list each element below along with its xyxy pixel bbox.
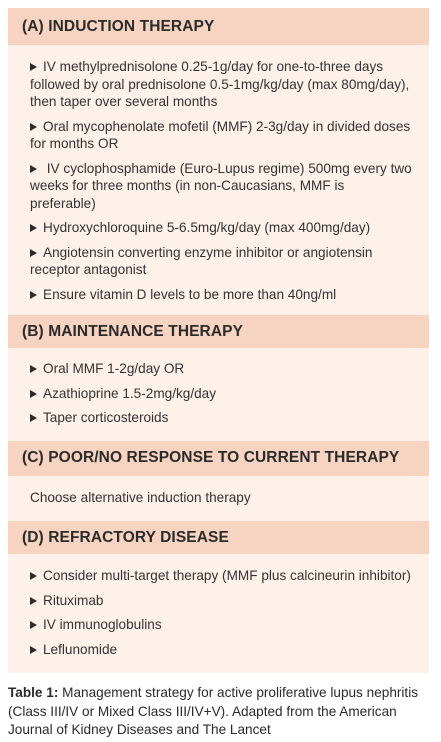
list-item: Leflunomide <box>30 641 413 659</box>
list-item: Consider multi-target therapy (MMF plus calcineurin inhibitor) <box>30 567 413 585</box>
section-title: (A) INDUCTION THERAPY <box>22 17 215 35</box>
bullet-triangle-icon <box>30 365 37 373</box>
list-item: Ensure vitamin D levels to be more than 40ng/ml <box>30 286 413 304</box>
list-item: IV cyclophosphamide (Euro-Lupus regime) 500mg every two weeks for three months (in non-Caucasians, MMF is preferable) <box>30 160 412 211</box>
list-item: Oral MMF 1-2g/day OR <box>30 360 413 378</box>
bullet-triangle-icon <box>30 414 37 422</box>
caption-label: Table 1: <box>8 685 59 700</box>
section-header-refractory <box>8 521 429 554</box>
section-header-maintenance <box>8 315 429 348</box>
bullet-triangle-icon <box>30 646 37 654</box>
bullet-triangle-icon <box>30 291 37 299</box>
section-title: (B) MAINTENANCE THERAPY <box>22 322 244 340</box>
section-text: Choose alternative induction therapy <box>30 489 251 505</box>
section-title: (C) POOR/NO RESPONSE TO CURRENT THERAPY <box>22 449 400 466</box>
list-item: Azathioprine 1.5-2mg/kg/day <box>30 385 413 403</box>
list-item: IV immunoglobulins <box>30 616 413 634</box>
bullet-triangle-icon <box>30 123 37 131</box>
therapy-table-panel <box>8 8 429 673</box>
list-item: Taper corticosteroids <box>30 409 413 427</box>
bullet-triangle-icon <box>30 621 37 629</box>
section-body-maintenance <box>8 348 429 427</box>
table-caption <box>8 684 433 740</box>
list-item: Angiotensin converting enzyme inhibitor or angiotensin receptor antagonist <box>30 244 373 277</box>
list-item: IV methylprednisolone 0.25-1g/day for one-to-three days followed by oral prednisolone 0.5-1mg/kg/day (max 80mg/day), then taper over several months <box>30 59 410 109</box>
section-body-induction <box>8 45 429 303</box>
list-item: Hydroxychloroquine 5-6.5mg/kg/day (max 400mg/day) <box>30 219 413 237</box>
bullet-triangle-icon <box>30 249 37 257</box>
section-body-refractory <box>8 554 429 658</box>
bullet-triangle-icon <box>30 63 37 71</box>
bullet-triangle-icon <box>30 165 37 173</box>
bullet-triangle-icon <box>30 597 37 605</box>
bullet-triangle-icon <box>30 390 37 398</box>
list-item: Rituximab <box>30 592 413 610</box>
bullet-triangle-icon <box>30 572 37 580</box>
section-body-poor-response <box>8 476 429 507</box>
section-header-poor-response <box>8 441 429 476</box>
section-header-induction <box>8 8 429 45</box>
bullet-triangle-icon <box>30 224 37 232</box>
list-item: Oral mycophenolate mofetil (MMF) 2-3g/day in divided doses for months OR <box>30 118 411 151</box>
section-title: (D) REFRACTORY DISEASE <box>22 528 229 546</box>
caption-text: Management strategy for active proliferative lupus nephritis (Class III/IV or Mixed Class III/IV+V). Adapted from the American Journal of Kidney Diseases and The Lancet <box>8 685 419 737</box>
